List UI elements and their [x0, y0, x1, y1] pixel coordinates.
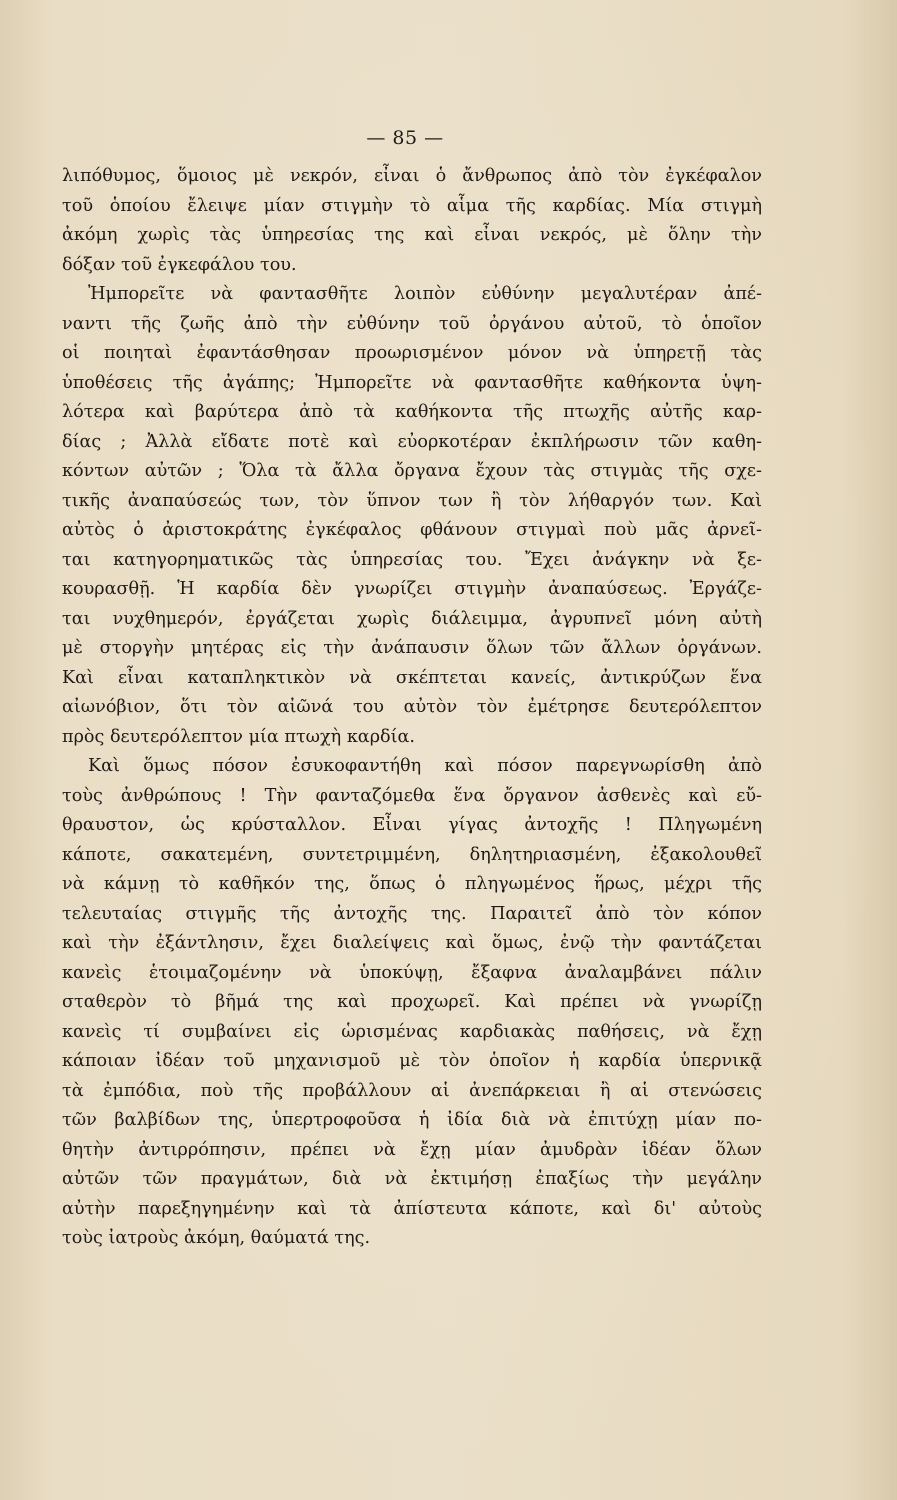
text-line: μὲ στοργὴν μητέρας εἰς τὴν ἀνάπαυσιν ὅλων τῶν ἄλλων ὀργάνων. — [62, 638, 762, 658]
text-line: οἱ ποιηταὶ ἐφαντάσθησαν προωρισμένον μόνον νὰ ὑπηρετῇ τὰς — [62, 343, 762, 363]
text-line: δόξαν τοῦ ἐγκεφάλου του. — [62, 254, 297, 275]
text-line: αἰωνόβιον, ὅτι τὸν αἰῶνά του αὐτὸν τὸν ἐμέτρησε δευτερόλεπτον — [62, 697, 762, 717]
text-line: κουρασθῇ. Ἡ καρδία δὲν γνωρίζει στιγμὴν ἀναπαύσεως. Ἐργάζε- — [62, 579, 762, 599]
text-line: κανεὶς τί συμβαίνει εἰς ὡρισμένας καρδιακὰς παθήσεις, νὰ ἔχῃ — [62, 1021, 762, 1042]
text-line: τοὺς ἰατροὺς ἀκόμη, θαύματά της. — [62, 1228, 371, 1248]
text-line: θητὴν ἀντιρρόπησιν, πρέπει νὰ ἔχῃ μίαν ἀμυδρὰν ἰδέαν ὅλων — [62, 1139, 762, 1160]
text-line: νὰ κάμνῃ τὸ καθῆκόν της, ὅπως ὁ πληγωμένος ἥρως, μέχρι τῆς — [62, 874, 762, 894]
text-line: αὐτῶν τῶν πραγμάτων, διὰ νὰ ἐκτιμήσῃ ἐπαξίως τὴν μεγάλην — [62, 1169, 762, 1189]
text-line: καὶ τὴν ἐξάντλησιν, ἔχει διαλείψεις καὶ ὅμως, ἐνῷ τὴν φαντάζεται — [62, 933, 762, 953]
text-line: αὐτὴν παρεξηγημένην καὶ τὰ ἀπίστευτα κάποτε, καὶ δι' αὐτοὺς — [62, 1198, 762, 1219]
text-line: πρὸς δευτερόλεπτον μία πτωχὴ καρδία. — [62, 726, 416, 747]
text-line: ται νυχθημερόν, ἐργάζεται χωρὶς διάλειμμα, ἀγρυπνεῖ μόνη αὐτὴ — [62, 608, 762, 629]
text-line: Καὶ εἶναι καταπληκτικὸν νὰ σκέπτεται κανείς, ἀντικρύζων ἕνα — [62, 667, 762, 688]
text-line: κόντων αὐτῶν ; Ὅλα τὰ ἄλλα ὄργανα ἔχουν τὰς στιγμὰς τῆς σχε- — [62, 461, 762, 481]
text-line: τικῆς ἀναπαύσεώς των, τὸν ὕπνον των ἢ τὸν λήθαργόν των. Καὶ — [62, 490, 762, 511]
text-line: ναντι τῆς ζωῆς ἀπὸ τὴν εὐθύνην τοῦ ὀργάνου αὐτοῦ, τὸ ὁποῖον — [62, 313, 762, 334]
text-line: τοὺς ἀνθρώπους ! Τὴν φανταζόμεθα ἕνα ὄργανον ἀσθενὲς καὶ εὔ- — [62, 785, 762, 806]
text-line: Καὶ ὅμως πόσον ἐσυκοφαντήθη καὶ πόσον παρεγνωρίσθη ἀπὸ — [88, 756, 762, 776]
text-line: λιπόθυμος, ὅμοιος μὲ νεκρόν, εἶναι ὁ ἄνθρωπος ἀπὸ τὸν ἐγκέφαλον — [62, 166, 762, 186]
text-line: αὐτὸς ὁ ἀριστοκράτης ἐγκέφαλος φθάνουν στιγμαὶ ποὺ μᾶς ἀρνεῖ- — [62, 520, 762, 540]
text-line: δίας ; Ἀλλὰ εἴδατε ποτὲ καὶ εὐορκοτέραν ἐκπλήρωσιν τῶν καθη- — [62, 431, 762, 452]
text-line: θραυστον, ὡς κρύσταλλον. Εἶναι γίγας ἀντοχῆς ! Πληγωμένη — [62, 815, 762, 835]
body-text — [62, 162, 762, 1254]
text-line: τῶν βαλβίδων της, ὑπερτροφοῦσα ἡ ἰδία διὰ νὰ ἐπιτύχῃ μίαν πο- — [62, 1110, 762, 1130]
text-line: κάποτε, σακατεμένη, συντετριμμένη, δηλητηριασμένη, ἐξακολουθεῖ — [62, 844, 762, 865]
text-line: τελευταίας στιγμῆς τῆς ἀντοχῆς της. Παραιτεῖ ἀπὸ τὸν κόπον — [62, 903, 762, 924]
text-line: σταθερὸν τὸ βῆμά της καὶ προχωρεῖ. Καὶ πρέπει νὰ γνωρίζῃ — [62, 992, 762, 1012]
text-line: ὑποθέσεις τῆς ἀγάπης; Ἠμπορεῖτε νὰ φαντασθῆτε καθήκοντα ὑψη- — [62, 372, 762, 393]
text-line: κανεὶς ἑτοιμαζομένην νὰ ὑποκύψῃ, ἔξαφνα ἀναλαμβάνει πάλιν — [62, 962, 762, 983]
text-line: Ἠμπορεῖτε νὰ φαντασθῆτε λοιπὸν εὐθύνην μεγαλυτέραν ἀπέ- — [88, 284, 762, 304]
text-line: ται κατηγορηματικῶς τὰς ὑπηρεσίας του. Ἔχει ἀνάγκην νὰ ξε- — [62, 549, 762, 570]
text-line: τοῦ ὁποίου ἔλειψε μίαν στιγμὴν τὸ αἷμα τῆς καρδίας. Μία στιγμὴ — [62, 195, 762, 216]
text-line: κάποιαν ἰδέαν τοῦ μηχανισμοῦ μὲ τὸν ὁποῖον ἡ καρδία ὑπερνικᾷ — [62, 1051, 762, 1071]
text-line: λότερα καὶ βαρύτερα ἀπὸ τὰ καθήκοντα τῆς πτωχῆς αὐτῆς καρ- — [62, 402, 762, 422]
text-line: ἀκόμη χωρὶς τὰς ὑπηρεσίας της καὶ εἶναι νεκρός, μὲ ὅλην τὴν — [62, 225, 762, 245]
page-number: — 85 — — [366, 127, 444, 149]
text-line: τὰ ἐμπόδια, ποὺ τῆς προβάλλουν αἱ ἀνεπάρκειαι ἢ αἱ στενώσεις — [62, 1080, 762, 1101]
